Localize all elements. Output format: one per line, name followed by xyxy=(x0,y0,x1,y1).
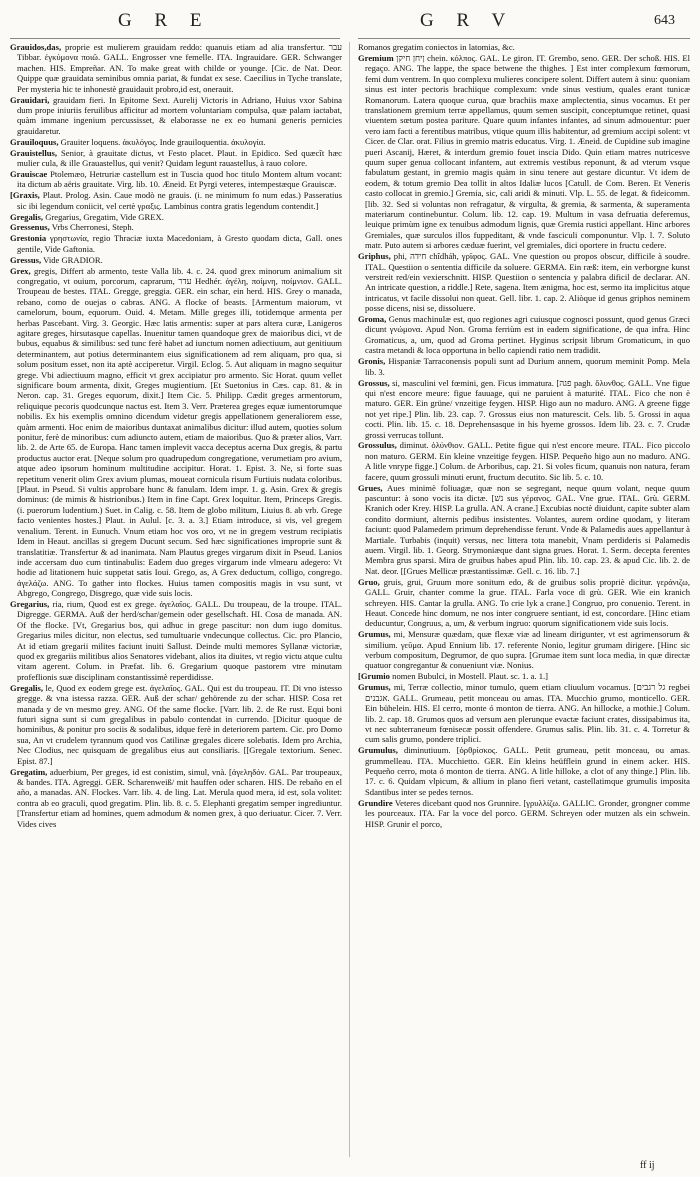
entry-text: mi, Mensuræ quædam, quæ flexæ viæ ad lineam dirigunter, vt est agrimensorum & similium. γεῦμα. Apud Ennium lib. 17. referente Nonio, legitur grumam dirigere. [Hinc sic verbum compositum, Degrumor, de quo supra. [Grumae item sunt loca media, in quæ directæ quatuor congregantur & conueniunt viæ. Nonius. xyxy=(365,629,690,671)
entry-text: nomen Bubulci, in Mostell. Plaut. sc. 1. a. 1.] xyxy=(392,671,549,682)
right-column xyxy=(358,42,690,1163)
entry-text: Aues minimè foliuagæ, quæ non se segregant, neque quum volant, neque quum pascuntur: à sono vocis ita dictæ. [נשׁ sus γέρανος. GAL. Vne grue. ITAL. Grù. GERM. Kranich oder Krey. HISP. La grulla. AN. A crane.] Excubias noctè diuidunt, capite subter alam condito dormiunt, alternis pedibus insistentes. Volantes, aurem ordine quodam, y literam faciunt: quod Palamedem primum deprehendisse ferunt. Vnde & Palamedis aues appellantur à Martiale. Turbabis (inquit) versus, nec littera tota manebit, Vnam perdideris si Palamedis auem. Virgil. lib. 1. Georg. Strymoniæque dant signa grues. Horat. 1. Serm. decepta ferentes Membra grus sparsi. Mira de gruibus habes apud Plin. lib. 10. cap. 23. & apud Cic. lib. 2. de Nat. deor. [[Grues Mellicæ præstantissimæ. Gell. c. 16. lib. 7.] xyxy=(365,482,690,576)
dictionary-entry xyxy=(358,682,690,744)
entry-text: Vrbs Cherronesi, Steph. xyxy=(51,222,134,233)
entry-headword: Grumus, xyxy=(358,682,391,693)
entry-headword: Gruo, xyxy=(358,576,380,587)
dictionary-entry xyxy=(10,233,342,254)
dictionary-entry xyxy=(10,683,342,766)
left-running-title: G R E xyxy=(118,10,211,31)
dictionary-entry xyxy=(10,190,342,211)
dictionary-entry xyxy=(10,95,342,137)
dictionary-entry xyxy=(358,42,690,52)
dictionary-entry xyxy=(10,212,342,222)
entry-text: Veteres dicebant quod nos Grunnire. [γρυλλίζω. GALLIC. Gronder, grongner comme les pourceaux. ITA. Far la voce del porco. GERM. Schreyen oder mutzen als ein schwein. HISP. Grunir el porco, xyxy=(365,797,690,829)
entry-headword: Groma, xyxy=(358,314,387,325)
running-header xyxy=(0,10,700,38)
entry-text: Plaut. Prolog. Asin. Caue modò ne grauis. (i. ne minimum fo num edas.) Passeratius sic ibi legendum coniicit, vel certè γραξις. Lambinus contra gratis legendum contendit.] xyxy=(17,190,342,211)
left-header-rule xyxy=(10,38,340,39)
entry-text: Ptolemæo, Hetruriæ castellum est in Tuscia quod hoc titulo Montem altum vocant: ita dictum ab aëris grauitate. Virg. lib. 10. Æneid. Et Pyrgi veteres, intempestæque Grauiscæ. xyxy=(17,168,342,190)
entry-headword: Grauidos,das, xyxy=(10,42,62,52)
entry-headword: [Grumio xyxy=(358,671,390,682)
entry-text: si, masculini vel fœmini, gen. Ficus immatura. [פגה pagh. ὄλυνθος. GALL. Vne figue qui n'est encore meure: figue fauuage, qui ne paruient à maturité. ITAL. Fico che non è maturo. GER. Ein grüne/ vnzeitige feygen. HISP. Higo aun no maduro. ANG. A greene figge not yet ripe.] Plin. lib. 23. cap. 7. Grossus eius non maturescit. Cels. lib. 5. Grossi in aqua cocti. Plin. lib. 15. c. 18. Deprehensasque in his hyeme grossos. Idem lib. 23. c. 7. Crudæ grossi verrucas tollunt. xyxy=(365,377,690,440)
entry-text: phi, חידה chîdháh, γρῖφος. GAL. Vne question ou propos obscur, difficile à soudre. ITAL. Questiion o sententia difficile da soluere. GERMA. Ein ræß: item, ein verborgne kunst verstreit red/ein vexierschnitt. HISP. Questiion o sentencia y palabra dificil de declarar. AN. An intricate question, a riddle.] Rete, sagena. Item ænigma, hoc est, sermo ita implicitus atque intricatus, vt facile dissolui non queat. Gell. libr. 1. cap. 2. Aliòque id genus griphos neminem posse dicens, nisi se, dissoluere. xyxy=(365,251,690,314)
dictionary-entry xyxy=(10,169,342,190)
dictionary-entry xyxy=(358,378,690,440)
dictionary-entry xyxy=(10,599,342,682)
entry-headword: Gronis, xyxy=(358,356,386,367)
entry-text: Romanos gregatim coniectos in latomias, &c. xyxy=(358,42,515,52)
entry-headword: Gregalis, xyxy=(10,211,44,222)
entry-headword: Gremium xyxy=(358,52,394,63)
dictionary-entry xyxy=(10,42,342,94)
dictionary-entry xyxy=(10,222,342,232)
entry-headword: Grumulus, xyxy=(358,745,398,756)
entry-headword: Grex, xyxy=(10,265,31,276)
entry-headword: Gregalis, xyxy=(10,682,44,693)
entry-text: mi, Terræ collectio, minor tumulo, quem etiam cliuulum vocamus. [גל רגבים regbei אגבנים. GALL. Grumeau, petit monceau ou amas. ITA. Mucchio grumo, monticello. GER. Ein bühelein. HIS. El cerro, monte ó monton de tierra. ANG. An hillocke, a mothie.] Colum. lib. 2. cap. 18. Grumos quos ad versum aen plerunque evactæ faciunt crates, dissipabimus ita, vt nec subterraneum fœnisecæ possit offendere. Grumus salis. Plin. lib. 31. c. 4. Torretur & cum salis grumo, pondere triplici. xyxy=(365,682,690,745)
entry-text: gruis, grui, Gruum more sonitum edo, & de gruibus solis propriè dicitur. γεράνιζω, GALL. Gruir, chanter comme la grue. ITAL. Farla voce di grù. GER. Wie ein kranich schreyen. HIS. Cantar la grulla. ANG. To crie lyk a crane.] Congruo, pro conuenio. Terent. in Heaut. Concede hinc domum, ne nos inter congruere sentiant, id est, concordare. [Hinc etiam deducuntur, Congruus, a, um, & verbum ingruo: quorum significationem vide suis locis. xyxy=(365,576,690,629)
entry-headword: Grundire xyxy=(358,797,393,808)
entry-headword: Grossulus, xyxy=(358,440,397,451)
dictionary-entry xyxy=(358,483,690,577)
entry-text: le, Quod ex eodem grege est. ἀγελαῖος. GAL. Qui est du troupeau. IT. Di vno istesso gregge. & vna istessa razza. GER. Auß der schar/ gehörende zu der schar. HISP. Cosa ret manada y de vn mesmo grey. ANG. Of the same flocke. [Varr. lib. 2. de Re rust. Equi boni futuri signa sunt si cum gregalibus in pabulo contendat in currendo. [Dicitur quoque de hominibus, & ponitur pro sociis & sodalibus, idque ferè in deteriorem partem. Cic. pro Domo sua, An vt crudelem tyrannum quod vos Catilinæ gregales dicere solebatis. Idem pro Archia, Nec Clodius, nec quisquam de gregalibus eius aut consiliaris. [[Gregale textorium. Senec. Epist. 87.] xyxy=(17,682,342,766)
entry-text: Senior, à grauitate dictus, vt Festo placet. Plaut. in Epidico. Sed quæcît hæc mulier cula, & ille Grauastellus, qui venit? Quidam legunt rauastellus, à rauo colore. xyxy=(17,147,342,168)
entry-text: ןיחן חיקן chein. κόλπος. GAL. Le giron. IT. Grembo, seno. GER. Der schoß. HIS. El regaço. ANG. The lappe, the space betwene the thighes. ] Est inter complexum fœmorum, femi dum ventrem. In quo complexu mulieres concipere solent. Differt autem à sinu: quoniam sinus est inter pectoris brachiique complexum: vnde sinus vestium, quales erant tunicæ Romanorum. Latera quoque curua, quæ brachiis maxe amplectentia, sinus vocamus. Et per translationem gremium terræ appellamus, quum semen suscipit, conceptumque retinet, quasi viuentem sœtum postea pariture. Quare quum infantes infantes, ad sinum admouentur: puer vero iam facti a ferentibus matribus, vtique quum illis habitentur, ad gremium accipi solent: vt Cicer. de Clar. orat. Filius in gremio matris educatus. Virg. 1. Æneid. de Cupidine sub imagine pueri Ascanij, Hæret, & interdum gremio fouet inscia Dido. Quin etiam matres nutricesve quum super genua collocant infantem, aut extremis vestibus reponunt, & ad vterum vsque fabulatum gestant, in gremio magis quàm in sinu tenere aut gestare dicuntur. Vt idem de eodem, & totum gremio Dea tollit in altos Idaliæ lucos [Catull. de Com. Beren. Et Veneris casto collocat in gremio.] Gremia, sic, cali aridi & minuti. Vlp. L. 55. de legat. & fideicomm. [lib. 32. Sed si voluntas non refragatur, & virgulta, & gremia, & sarmenta, & superamenta materiarum continebuntur. Colum. lib. 12. cap. 19. Multum in vasa defruatia deferemus, leuique primùm igne ex tenuibus admodum lignis, quæ Gremia rustici appellant. Hinc arbores Gremiales, quæ surculos illos fuppeditant, & vnde fasciculi componuntur. Vlp. l. 7. Soluto matr. Puto autem si arbores cæduæ fuerint, vel gremiales, dici oportere in fructu cedere. xyxy=(365,52,690,251)
dictionary-entry xyxy=(358,440,690,482)
entry-headword: Grossus, xyxy=(358,377,390,388)
column-divider xyxy=(349,42,350,1157)
entry-headword: Griphus, xyxy=(358,251,391,262)
entry-headword: Grauidari, xyxy=(10,94,50,105)
entry-text: aduerbium, Per greges, id est conistim, simul, vnà. [ἀγεληδόν. GAL. Par troupeaux, & bandes. ITA. Agreggi. GER. Scharenweiß/ mit hauffen oder scharen. HIS. De rebaño en el año, a manadas. AN. Flockes. Varr. lib. 4. de ling. Lat. Merula quod mera, id est, sola volitet: contra ab eo graculi, quod gregatim. Plin. lib. 8. c. 5. Elephanti gregatim semper ingrediuntur. [Transfertur etiam ad homines, quem admodum & nomen grex, à quo deriuatur. Cicer. 7. Verr. Vides cives xyxy=(17,766,342,829)
dictionary-entry xyxy=(10,767,342,829)
entry-text: diminutiuum. [ὀρθρίσκος. GALL. Petit grumeau, petit monceau, ou amas. grummelleau. ITA. Mucchietto. GER. Ein kleins heüfflein grund in einem acker. HIS. Pequeño cerro, mota ó monton de tierra. ANG. A litle hilloke, a clot of any thinge.] Plin. lib. 17. c. 6. Quidam vlpicum, & allium in plano fieri vetant, castellatimque grumulis imposita Sdantibus inter se pedes ternos. xyxy=(365,745,690,797)
entry-text: gregis, Differt ab armento, teste Valla lib. 4. c. 24. quod grex minorum animalium sit congregatio, vt ouium, porcorum, caprarum, עדר Hedhér. ἀγέλη, ποίμνη, ποίμνιον. GALL. Troupeau de bestes. ITAL. Gregge, greggia. GER. ein schar, ein herd. HIS. Grey o manada, rebano, como de ouejas o cabras. ANG. A flocke of beasts. [Armentum maiorum, vt camelorum, boum, equorum. Ouid. 4. Metam. Mille greges illi, totidemque armenta per herbas Pascebant. Virg. 3. Georgic. Hæc latis armentis: super at pars altera curæ, Lanigeros agitare greges, hirsutasque capellas. Inuenitur tamen quandoque grex de maioribus dici, vt de bubus, equabus & similibus: sed tunc ferè habet ad iunctum nomen adiectiuum, aut genitiuum determinantem, aut potius determinantem eius significationem ad rem aliquam, pro qua, si solum positum esset, non ita aptè acciperetur. Virgil. Eclog. 5. Aut aliquam in magno sequitur grege. Vbi adiectiuum magno, efficit vt grex accipiatur pro armento. Sic Horat. quum vellet significare boum armenta, dixit, Greges mugientium. [Et Suetonius in Cæs. cap. 81. & in Neron. cap. 31. Greges equorum, dixit.] Item Cic. 5. Philipp. Cædit greges armentorum, reliquique pecoris quodcunque nactus est. Item 3. Verr. Præterea greges equæ iumentorumque nobilis. Ex his exemplis omnino dicendum videtur gregis appellationem generaliorem esse, quàm armenti. Hoc enim de maioribus duntaxat animalibus dicitur: illud autem, quoties solum ponitur, ferè de minoribus: cum adiuncto autem, etiam de maioribus. Quo & præter alios, Varr. lib. 2. de Arte 65. de Europa. Hanc tamen implevit vacca deceptus acerna Dux gregis, & partu productus auctor erat. [Neque solum pro quadrupedum congregatione, verumetiam pro avium, atque adeo ipsorum hominum multitudine accipitur. Horat. 1. Epist. 3. Ne, si forte suas repetitum venerit olim Grex avium plumas, moueat cornicula risum Furtiuis nudata coloribus. [Plaut. in Pseud. Si vultis approbare hunc & fanulam. Idem impr. 1. g. Asin. Grex & gregis dominus: (de mimis & histrionibus.) Item in fine Capt. Grex loquitur. Item, Princeps Gregis. (i. puerorum ludentium.) Suet. in Calig. c. 58. Item de globo militum, Liuius 8. ab vrb. Grege facto venientes hostes.] Plaut. in Aulul. [c. 3. a. 3.] Etiam introduce, si vis, vel gregem venalium. Terent. in Eunuch. Vnum etiam hoc vos oro, vt ne in gregem vestrum recipiatis Idem in Heaut. ancillas si gregem Ducunt secum. Sed hæc significationes improprie sunt & translatitiæ. Transfertur & ad inanimata. Nam Plautus greges virgarum dixit in Pseud. Lanios inde accersam duo cum tintinabulis: Eadem duo greges virgarum inde vlmearu adegero: Vt hodie ad litationem huic suppetat satis Ioui. Grego, as, A Grex deductum, colligo, congrego. ἀγελάζω. ANG. To gather into flockes. Huius tamen compositis magis in vsu sunt, vt Abgrego, Congrego, Disgrego, quæ vide suis locis. xyxy=(17,265,342,599)
entry-text: γρηστωνία, regio Thraciæ iuxta Macedoniam, à Gresto quodam dicta, Gall. ones gentile, Vide Gaftonia. xyxy=(17,233,342,254)
dictionary-entry xyxy=(358,671,690,681)
entry-headword: Gressenus, xyxy=(10,222,50,233)
entry-text: proprie est mulierem grauidam reddo: quanuis etiam ad alia transfertur. עבר Tibbar. ἐγκύμονα ποιῶ. GALL. Engrosser vne femelle. ITA. Ingrauidare. GER. Schwanger machen. HIS. Empreñar. AN. To make great with childe or younge. [Cic. de Nat. Deor. Quippe quæ grauidata seminibus omnia pariat, & fundat ex sese. Caecilius in Tyche translate, Per mysteria hic te inhonestè grauidauit probro,id est, onerauit. xyxy=(17,42,342,94)
dictionary-entry xyxy=(358,745,690,797)
entry-headword: Grauiscae xyxy=(10,168,48,179)
entry-headword: Grauistellus, xyxy=(10,147,58,158)
dictionary-entry xyxy=(10,137,342,147)
entry-text: diminut. ὀλύνθιον. GALL. Petite figue qui n'est encore meure. ITAL. Fico piccolo non maturo. GERM. Ein kleine vnzeitige feygen. HISP. Pequeño higo aun no maduro. ANG. A litle vnrype figge.] Colum. de Arboribus, cap. 21. Si voles ficum, quanuis non natura, feram facere, quum grossuli minuti erunt, fructum decutito. Sic lib. 5. c. 10. xyxy=(365,440,690,482)
entry-text: Hispaniæ Tarraconensis populi sunt ad Durium annem, quorum meminit Pomp. Mela lib. 3. xyxy=(365,356,690,377)
entry-headword: Gregarius, xyxy=(10,599,50,610)
entry-headword: Gressus, xyxy=(10,254,42,265)
right-header-rule xyxy=(358,38,690,39)
dictionary-entry xyxy=(358,577,690,629)
entry-text: grauidam fieri. In Epitome Sext. Aurelij Victoris in Adriano, Huius vxor Sabina dum prope iniuriis feruilibus afficitur ad mortem voluntariam compulsa, quæ palam iactabat, quàm immane ingenium percussisset, & elaborasse ne ex eo humani generis pernicies grauidaretur. xyxy=(17,94,342,136)
left-column xyxy=(10,42,342,1163)
entry-headword: Grues, xyxy=(358,482,383,493)
entry-headword: Grauiloquus, xyxy=(10,136,59,147)
entry-text: Genus machinulæ est, quo regiones agri cuiusque cognosci possunt, quod genus Græci dicunt γνώμονα. Apud Non. Groma ferriùm est in eadem significatione, de qua infra. Hinc Gromaticus, a, um, quod ad Groma pertinet. Hyginus scripsit librum Gromaticum, in quo castra metandi & loca opportuna in bello capiendi ratio nem tradidit. xyxy=(365,314,690,356)
right-running-title: G R V xyxy=(420,10,515,31)
dictionary-entry xyxy=(358,53,690,251)
entry-headword: [Graxis, xyxy=(10,190,40,201)
entry-headword: Grumus, xyxy=(358,629,391,640)
dictionary-entry xyxy=(358,798,690,829)
entry-headword: Gregatim, xyxy=(10,766,48,777)
entry-text: Vide GRADIOR. xyxy=(43,254,103,265)
dictionary-entry xyxy=(10,148,342,169)
page-number: 643 xyxy=(654,13,675,28)
entry-text: Gregarius, Gregatim, Vide GREX. xyxy=(45,211,164,222)
dictionary-entry xyxy=(10,266,342,599)
dictionary-entry xyxy=(358,314,690,356)
dictionary-entry xyxy=(358,251,690,313)
signature-mark: ff ij xyxy=(640,1160,655,1171)
dictionary-entry xyxy=(358,629,690,671)
entry-text: Grauiter loquens. ἀκυλόγος. Inde grauiloquentia. ἀκυλογία. xyxy=(60,136,266,147)
dictionary-entry xyxy=(10,255,342,265)
entry-text: ria, rium, Quod est ex grege. ἀγελαῖος. GALL. Du troupeau, de la troupe. ITAL. Digregge. GERMA. Auß der herd/schar/gemein oder gesellschaft. HI. Cosa de manada. AN. Of the flocke. [Vt, Gregarius bos, qui adhuc in grege pascitur: non dum iugo domitus. Gregarius miles dicitur, non electus, sed tumultuarie vndecunque collectus. Cic. pro Plancio, At id etiam gregarii milites faciunt inuiti Sallust. Deinde multi memores Syllanæ victoriæ, quod ex gregariis militibus alios Senatores videbant, alios ita diuites, vt regio victu atque cultu vitam agerent. Colum. in Præfat. lib. 6. Gregarium quoque pastorem vtre minutam profeflionis suæ disciplinam constantissimè reperdidisse. xyxy=(17,599,342,682)
entry-headword: Grestonia xyxy=(10,233,47,244)
dictionary-entry xyxy=(358,356,690,377)
